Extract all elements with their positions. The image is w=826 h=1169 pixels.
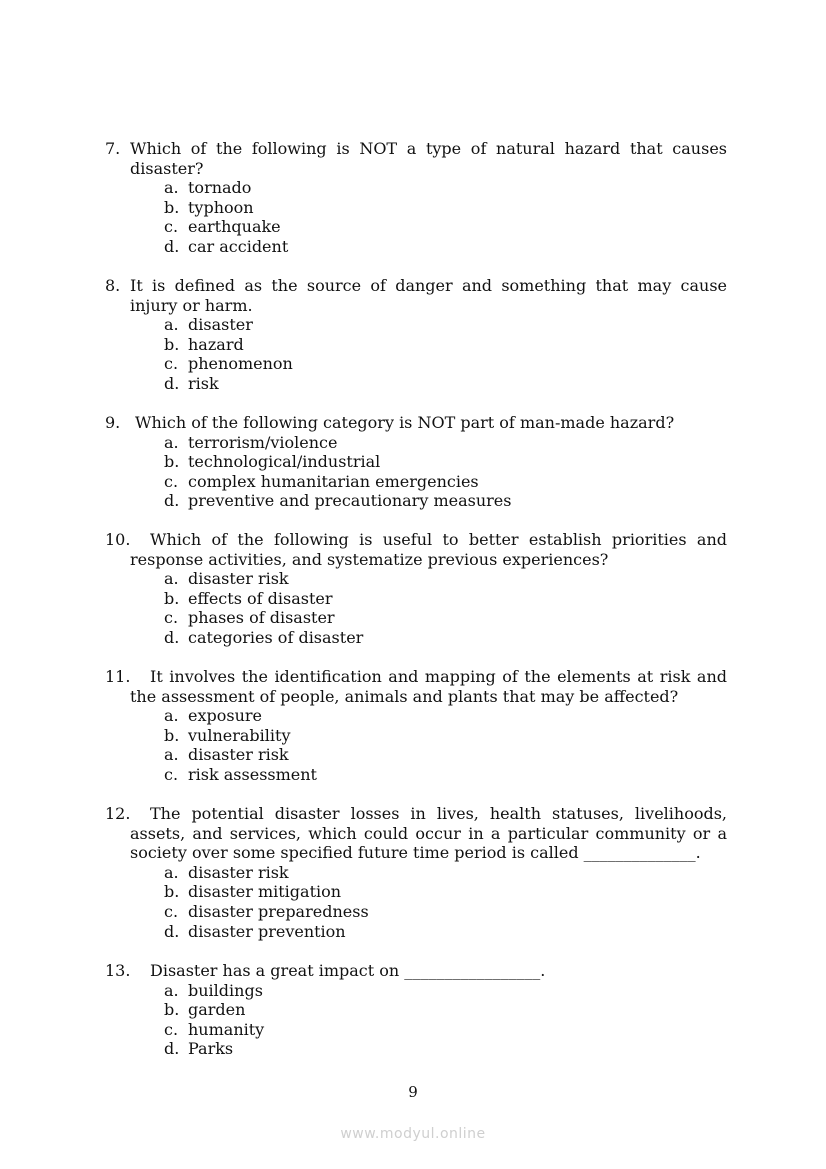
option-text: disaster risk [188, 862, 289, 882]
option-text: preventive and precautionary measures [188, 491, 512, 511]
option-text: risk [188, 373, 219, 393]
question-stem [105, 139, 727, 178]
option-a [105, 863, 727, 883]
option-text: disaster preparedness [188, 901, 369, 921]
question-stem [105, 804, 727, 863]
option-list [105, 178, 727, 256]
option-b [105, 882, 727, 902]
question-text: The potential disaster losses in lives, health statuses, livelihoods, assets, and services, which could occur in a particular community or a society over some specified future time period is called ______________. [130, 804, 727, 863]
option-text: humanity [188, 1019, 265, 1039]
option-letter: b. [164, 725, 180, 745]
option-letter: d. [164, 1039, 180, 1059]
option-text: disaster prevention [188, 921, 346, 941]
option-text: disaster risk [188, 745, 289, 765]
option-letter: b. [164, 452, 180, 472]
question-number: 9. [105, 413, 121, 432]
question-stem [105, 961, 727, 981]
option-letter: a. [164, 569, 179, 589]
option-letter: d. [164, 627, 180, 647]
option-text: vulnerability [188, 725, 291, 745]
option-d [105, 922, 727, 942]
option-letter: c. [164, 354, 179, 374]
option-letter: c. [164, 471, 179, 491]
option-c [105, 217, 727, 237]
option-text: hazard [188, 334, 244, 354]
option-letter: c. [164, 608, 179, 628]
option-text: earthquake [188, 217, 281, 237]
option-a [105, 315, 727, 335]
option-letter: a. [164, 706, 179, 726]
option-letter: c. [164, 764, 179, 784]
watermark: www.modyul.online [340, 1126, 486, 1142]
option-letter: b. [164, 334, 180, 354]
question-12 [105, 804, 727, 941]
option-text: garden [188, 1000, 246, 1020]
option-list [105, 569, 727, 647]
option-list [105, 981, 727, 1059]
option-letter: c. [164, 217, 179, 237]
option-letter: b. [164, 882, 180, 902]
question-8 [105, 276, 727, 394]
option-text: complex humanitarian emergencies [188, 471, 479, 491]
question-text: Disaster has a great impact on _________________. [150, 961, 546, 980]
question-number: 11. [105, 667, 131, 686]
option-b [105, 198, 727, 218]
question-text: Which of the following is NOT a type of natural hazard that causes disaster? [130, 139, 727, 178]
option-letter: d. [164, 373, 180, 393]
option-list [105, 433, 727, 511]
question-number: 8. [105, 276, 121, 295]
question-number: 12. [105, 804, 131, 823]
option-text: exposure [188, 706, 262, 726]
question-stem [105, 276, 727, 315]
option-letter: a. [164, 315, 179, 335]
option-a [105, 569, 727, 589]
option-text: technological/industrial [188, 452, 381, 472]
option-c [105, 354, 727, 374]
question-9 [105, 413, 727, 511]
option-text: car accident [188, 236, 289, 256]
question-10 [105, 530, 727, 648]
option-letter: a. [164, 432, 179, 452]
option-text: risk assessment [188, 764, 317, 784]
option-letter: c. [164, 1019, 179, 1039]
option-text: categories of disaster [188, 627, 364, 647]
option-letter: c. [164, 901, 179, 921]
option-d [105, 628, 727, 648]
question-13 [105, 961, 727, 1059]
option-d [105, 374, 727, 394]
option-text: terrorism/violence [188, 432, 338, 452]
option-b [105, 335, 727, 355]
option-c [105, 608, 727, 628]
option-text: buildings [188, 980, 263, 1000]
option-b [105, 589, 727, 609]
option-list [105, 706, 727, 784]
option-text: typhoon [188, 197, 254, 217]
question-text: It is defined as the source of danger and something that may cause injury or harm. [130, 276, 727, 315]
option-a [105, 178, 727, 198]
question-stem [105, 530, 727, 569]
option-list [105, 315, 727, 393]
option-b [105, 452, 727, 472]
option-c [105, 1020, 727, 1040]
option-d [105, 1039, 727, 1059]
option-letter: b. [164, 1000, 180, 1020]
option-a [105, 706, 727, 726]
option-text: Parks [188, 1039, 234, 1059]
question-stem [105, 667, 727, 706]
option-letter: b. [164, 588, 180, 608]
option-letter: b. [164, 197, 180, 217]
option-a-repeat [105, 745, 727, 765]
option-c [105, 765, 727, 785]
option-text: disaster mitigation [188, 882, 342, 902]
option-letter: a. [164, 862, 179, 882]
option-text: phenomenon [188, 354, 293, 374]
page-number: 9 [408, 1083, 418, 1101]
option-text: tornado [188, 178, 252, 198]
option-text: disaster [188, 315, 253, 335]
question-number: 13. [105, 961, 131, 980]
option-d [105, 237, 727, 257]
option-list [105, 863, 727, 941]
option-c [105, 902, 727, 922]
option-b [105, 726, 727, 746]
option-text: effects of disaster [188, 588, 333, 608]
option-d [105, 491, 727, 511]
question-number: 10. [105, 530, 131, 549]
option-c [105, 472, 727, 492]
option-letter: d. [164, 491, 180, 511]
option-letter: d. [164, 236, 180, 256]
option-b [105, 1000, 727, 1020]
option-a [105, 981, 727, 1001]
question-text: Which of the following is useful to better establish priorities and response activities, and systematize previous experiences? [130, 530, 727, 569]
option-letter: d. [164, 921, 180, 941]
option-a [105, 433, 727, 453]
question-text: Which of the following category is NOT part of man-made hazard? [135, 413, 675, 432]
option-text: disaster risk [188, 569, 289, 589]
option-letter: a. [164, 980, 179, 1000]
option-text: phases of disaster [188, 608, 335, 628]
question-7 [105, 139, 727, 257]
question-stem [105, 413, 727, 433]
option-letter: a. [164, 178, 179, 198]
question-11 [105, 667, 727, 785]
question-number: 7. [105, 139, 121, 158]
option-letter: a. [164, 745, 179, 765]
question-text: It involves the identification and mapping of the elements at risk and the assessment of people, animals and plants that may be affected? [130, 667, 727, 706]
